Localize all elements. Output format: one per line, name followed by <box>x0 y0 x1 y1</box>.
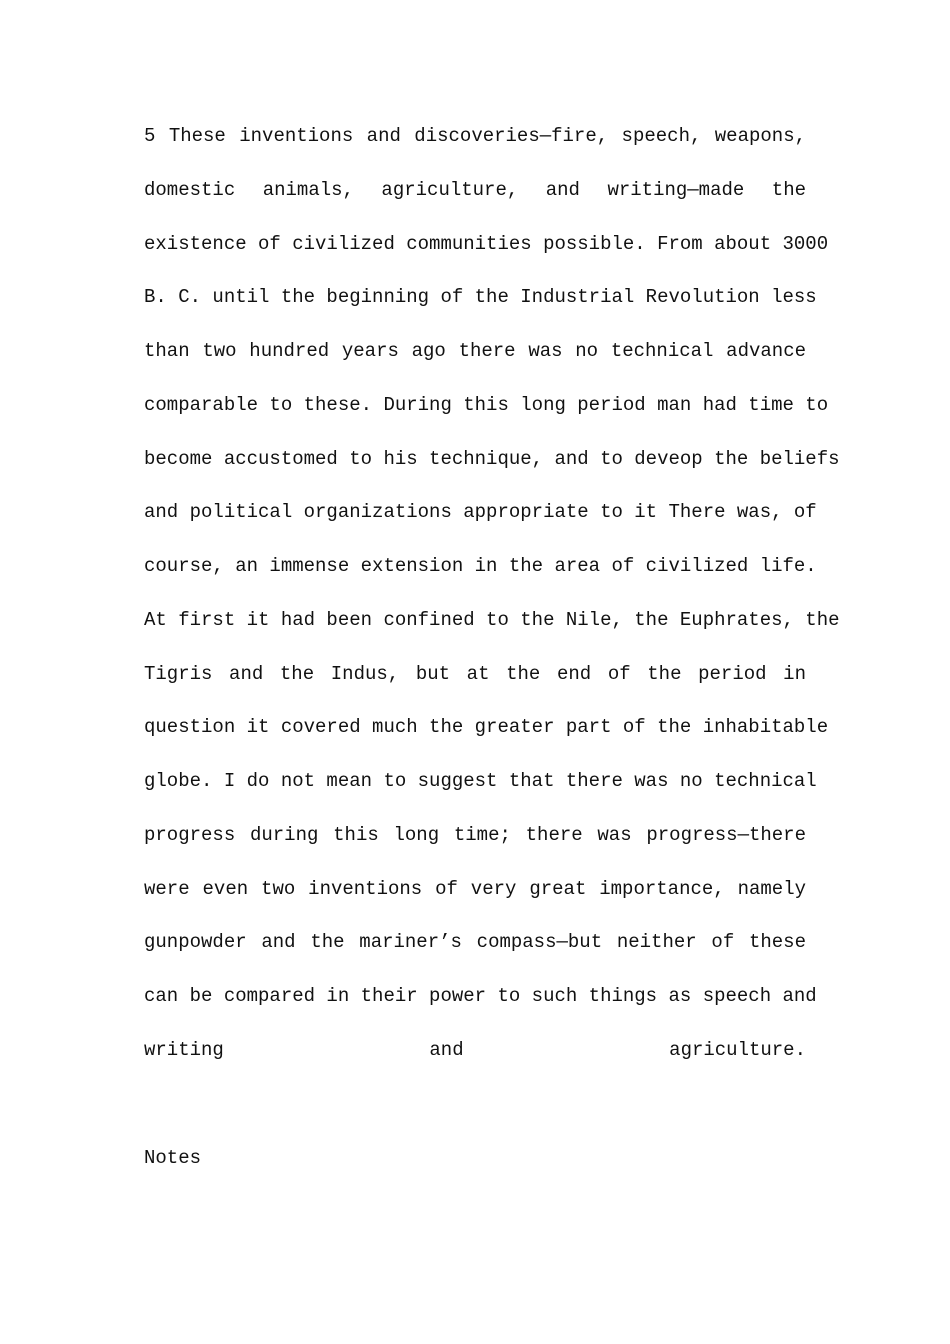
paragraph-line: globe. I do not mean to suggest that there was no technical <box>144 770 817 792</box>
paragraph-line: At first it had been confined to the Nile, the Euphrates, the <box>144 608 840 631</box>
paragraph-line: can be compared in their power to such things as speech and <box>144 985 817 1007</box>
paragraph-line: 5 These inventions and discoveries—fire, speech, weapons, <box>144 125 806 147</box>
paragraph-line: question it covered much the greater part of the inhabitable <box>144 716 829 739</box>
paragraph-line: B. C. until the beginning of the Industrial Revolution less <box>144 286 817 309</box>
paragraph-line: become accustomed to his technique, and to deveop the beliefs <box>144 447 840 470</box>
paragraph-line: gunpowder and the mariner’s compass—but neither of these <box>144 931 806 954</box>
paragraph-line: comparable to these. During this long period man had time to <box>144 393 829 416</box>
paragraph-line: writing and agriculture. <box>144 1038 806 1061</box>
paragraph-line: domestic animals, agriculture, and writing—made the <box>144 178 806 201</box>
body-paragraph <box>144 110 840 1078</box>
paragraph-line: and political organizations appropriate to it There was, of <box>144 501 817 524</box>
paragraph-line: Tigris and the Indus, but at the end of the period in <box>144 662 806 685</box>
notes-heading: Notes <box>144 1147 202 1169</box>
paragraph-line: existence of civilized communities possible. From about 3000 <box>144 232 829 255</box>
paragraph-line: progress during this long time; there was progress—there <box>144 823 806 846</box>
paragraph-line: were even two inventions of very great importance, namely <box>144 877 806 900</box>
paragraph-line: course, an immense extension in the area of civilized life. <box>144 555 817 577</box>
paragraph-line: than two hundred years ago there was no technical advance <box>144 340 806 362</box>
